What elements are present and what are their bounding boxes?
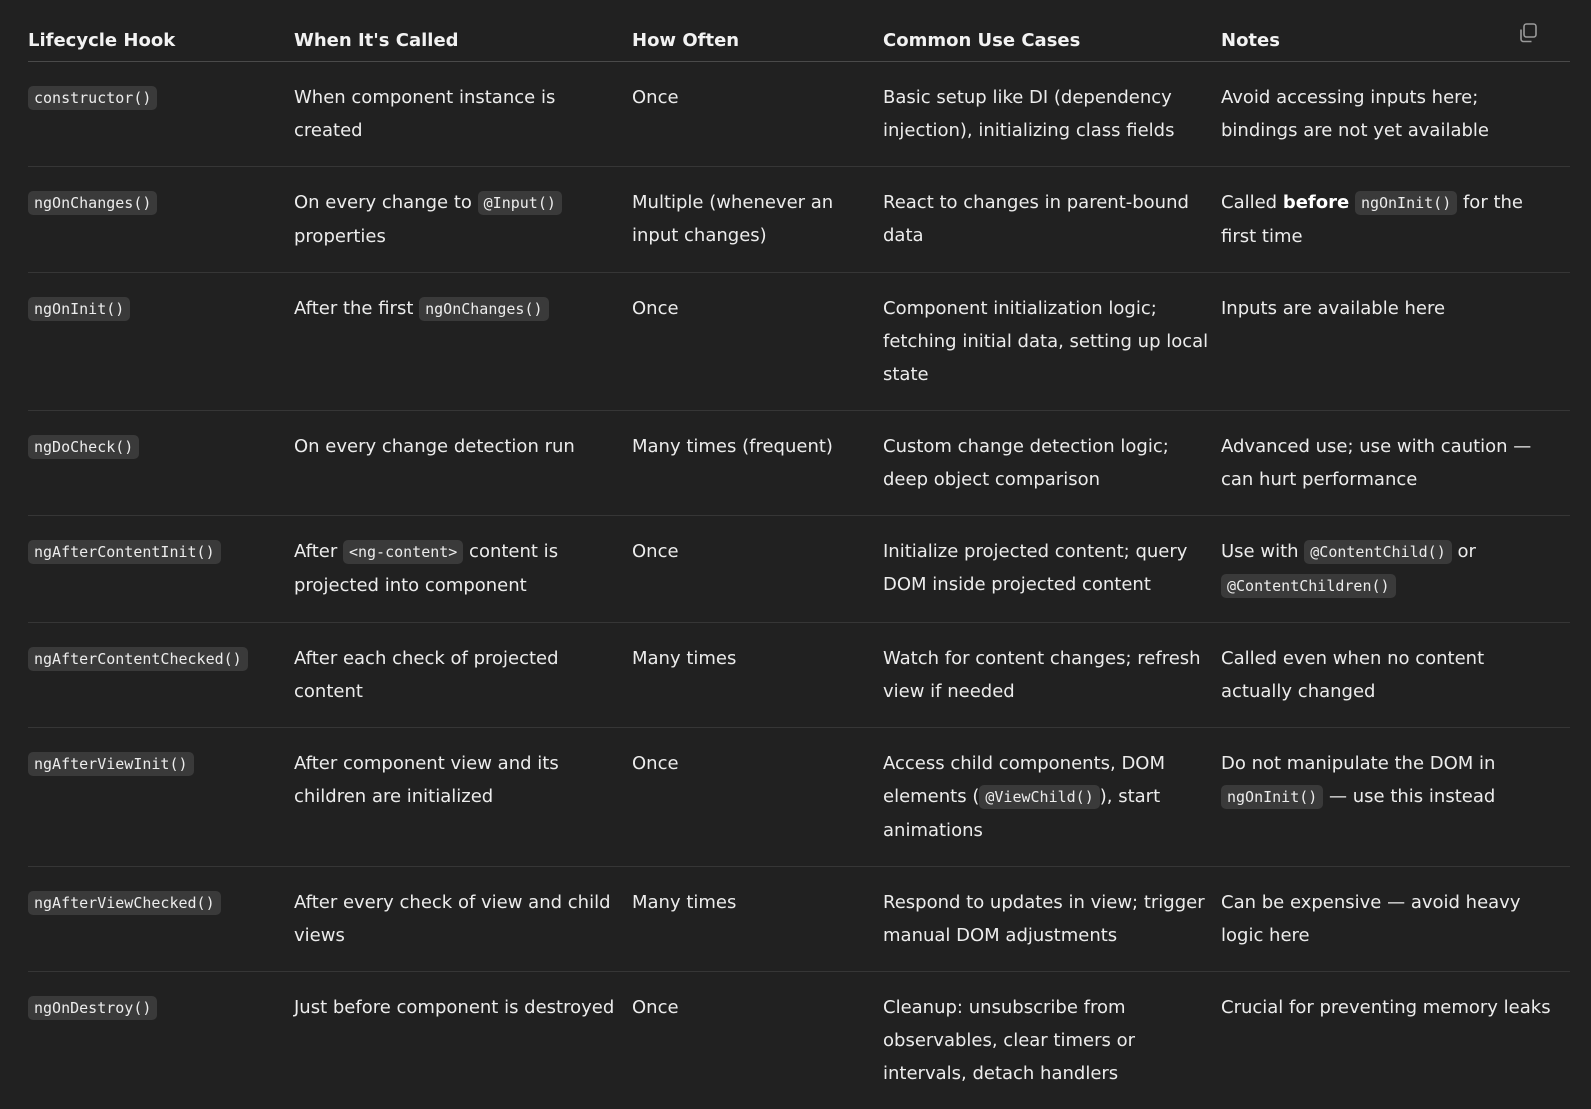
- table-row: [28, 62, 1570, 167]
- inline-code: ngOnInit(): [1221, 785, 1323, 809]
- often-cell: Many times (frequent): [632, 411, 883, 516]
- when-cell: After every check of view and child views: [294, 867, 632, 972]
- hook-code: ngOnInit(): [28, 297, 130, 321]
- lifecycle-hooks-table: [28, 14, 1570, 1109]
- often-cell: Once: [632, 728, 883, 867]
- hook-cell: [28, 728, 294, 867]
- header-when-called: When It's Called: [294, 14, 632, 62]
- use-cell: Respond to updates in view; trigger manual DOM adjustments: [883, 867, 1221, 972]
- notes-text: Called: [1221, 192, 1283, 213]
- often-cell: Many times: [632, 623, 883, 728]
- when-cell: [294, 167, 632, 273]
- when-text: content is projected into component: [294, 541, 558, 596]
- inline-code: @Input(): [478, 191, 562, 215]
- hook-cell: [28, 167, 294, 273]
- header-notes: Notes: [1221, 14, 1570, 62]
- when-cell: When component instance is created: [294, 62, 632, 167]
- notes-text: Use with: [1221, 541, 1304, 562]
- inline-code: @ViewChild(): [979, 785, 1099, 809]
- hook-code: constructor(): [28, 86, 157, 110]
- hook-cell: [28, 623, 294, 728]
- when-cell: After each check of projected content: [294, 623, 632, 728]
- notes-text: for the first time: [1221, 192, 1523, 247]
- inline-code: ngOnChanges(): [419, 297, 548, 321]
- notes-cell: [1221, 728, 1570, 867]
- inline-code: @ContentChildren(): [1221, 574, 1396, 598]
- table-row: [28, 972, 1570, 1109]
- use-cell: React to changes in parent-bound data: [883, 167, 1221, 273]
- often-cell: Once: [632, 273, 883, 411]
- notes-cell: Advanced use; use with caution — can hurt performance: [1221, 411, 1570, 516]
- table-row: [28, 167, 1570, 273]
- hook-cell: [28, 62, 294, 167]
- often-cell: Once: [632, 62, 883, 167]
- notes-cell: Crucial for preventing memory leaks: [1221, 972, 1570, 1109]
- notes-cell: Avoid accessing inputs here; bindings are not yet available: [1221, 62, 1570, 167]
- hook-cell: [28, 273, 294, 411]
- when-text: After: [294, 541, 343, 562]
- use-cell: Custom change detection logic; deep object comparison: [883, 411, 1221, 516]
- table-row: [28, 728, 1570, 867]
- when-cell: After component view and its children are initialized: [294, 728, 632, 867]
- use-cell: Cleanup: unsubscribe from observables, clear timers or intervals, detach handlers: [883, 972, 1221, 1109]
- when-text: After the first: [294, 298, 419, 319]
- table-row: [28, 867, 1570, 972]
- notes-cell: Inputs are available here: [1221, 273, 1570, 411]
- notes-cell: [1221, 167, 1570, 273]
- notes-emphasis: before: [1283, 192, 1349, 213]
- often-cell: Once: [632, 516, 883, 623]
- hook-code: ngOnChanges(): [28, 191, 157, 215]
- table-row: [28, 411, 1570, 516]
- notes-cell: Called even when no content actually changed: [1221, 623, 1570, 728]
- when-text: On every change to: [294, 192, 478, 213]
- inline-code: @ContentChild(): [1304, 540, 1451, 564]
- table-row: [28, 516, 1570, 623]
- hook-code: ngAfterViewInit(): [28, 752, 194, 776]
- hook-cell: [28, 516, 294, 623]
- often-cell: Many times: [632, 867, 883, 972]
- header-how-often: How Often: [632, 14, 883, 62]
- copy-table-button[interactable]: [1516, 21, 1540, 45]
- hook-code: ngDoCheck(): [28, 435, 139, 459]
- hook-code: ngAfterViewChecked(): [28, 891, 221, 915]
- when-cell: [294, 516, 632, 623]
- table-header-row: [28, 14, 1570, 62]
- lifecycle-table-container: [28, 14, 1570, 1109]
- hook-code: ngAfterContentChecked(): [28, 647, 248, 671]
- use-cell: Watch for content changes; refresh view if needed: [883, 623, 1221, 728]
- header-common-use-cases: Common Use Cases: [883, 14, 1221, 62]
- header-lifecycle-hook: Lifecycle Hook: [28, 14, 294, 62]
- use-text: Access child components, DOM elements (: [883, 753, 1165, 807]
- hook-cell: [28, 972, 294, 1109]
- often-cell: Once: [632, 972, 883, 1109]
- copy-icon: [1516, 21, 1540, 45]
- notes-text: — use this instead: [1323, 786, 1495, 807]
- table-row: [28, 273, 1570, 411]
- table-row: [28, 623, 1570, 728]
- use-text: ), start animations: [883, 786, 1160, 841]
- when-text: properties: [294, 226, 386, 247]
- use-cell: Component initialization logic; fetching initial data, setting up local state: [883, 273, 1221, 411]
- use-cell: Initialize projected content; query DOM inside projected content: [883, 516, 1221, 623]
- use-cell: Basic setup like DI (dependency injection), initializing class fields: [883, 62, 1221, 167]
- inline-code: <ng-content>: [343, 540, 463, 564]
- when-cell: Just before component is destroyed: [294, 972, 632, 1109]
- when-cell: On every change detection run: [294, 411, 632, 516]
- notes-text: Do not manipulate the DOM in: [1221, 753, 1495, 774]
- notes-cell: [1221, 516, 1570, 623]
- hook-cell: [28, 411, 294, 516]
- inline-code: ngOnInit(): [1355, 191, 1457, 215]
- hook-cell: [28, 867, 294, 972]
- notes-cell: Can be expensive — avoid heavy logic here: [1221, 867, 1570, 972]
- hook-code: ngOnDestroy(): [28, 996, 157, 1020]
- when-cell: [294, 273, 632, 411]
- often-cell: Multiple (whenever an input changes): [632, 167, 883, 273]
- notes-text: or: [1452, 541, 1476, 562]
- use-cell: [883, 728, 1221, 867]
- hook-code: ngAfterContentInit(): [28, 540, 221, 564]
